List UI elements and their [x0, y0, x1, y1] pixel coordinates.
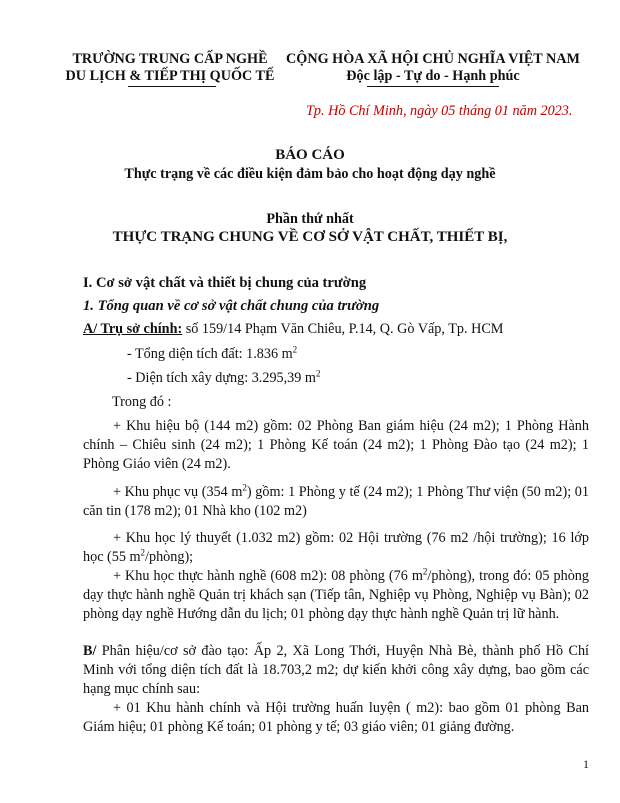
section-heading: I. Cơ sở vật chất và thiết bị chung của trường — [83, 275, 367, 291]
page-number: 1 — [583, 757, 589, 771]
land-area-sup: 2 — [292, 344, 298, 355]
report-subtitle: Thực trạng về các điều kiện đảm bảo cho hoạt động dạy nghề — [124, 166, 496, 182]
paragraph-admin-area: + Khu hiệu bộ (144 m2) gồm: 02 Phòng Ban giám hiệu (24 m2); 1 Phòng Hành chính – Chiêu sinh (24 m2); 1 Phòng Kế toán (24 m2); 1 Phòng Đào tạo (24 m2); 1 Phòng Giáo viên (24 m2). — [83, 418, 589, 472]
practice-area-sup: 2 — [422, 566, 428, 577]
paragraph-admin-hall: + 01 Khu hành chính và Hội trường huấn luyện ( m2): bao gồm 01 phòng Ban Giám hiệu; 01 phòng Kế toán; 01 phòng y tế; 03 giáo viên; 01 giảng đường. — [83, 700, 589, 735]
theory-area-text-b: /phòng); — [145, 549, 194, 565]
land-area — [127, 346, 297, 363]
service-area-text-a: + Khu phục vụ (354 m — [113, 484, 243, 500]
date-line: Tp. Hồ Chí Minh, ngày 05 tháng 01 năm 2023. — [306, 103, 573, 119]
part-title: THỰC TRẠNG CHUNG VỀ CƠ SỞ VẬT CHẤT, THIẾT BỊ, — [112, 229, 508, 245]
paragraph-service-area — [83, 483, 589, 521]
branch-campus-text: Phân hiệu/cơ sở đào tạo: Ấp 2, Xã Long Thới, Huyện Nhà Bè, thành phố Hồ Chí Minh với tổng diện tích đất là 18.703,2 m2; dự kiến khởi công xây dựng, bao gồm các hạng mục chính sau: — [83, 643, 589, 697]
practice-area-text-b: /phòng), trong đó: 05 phòng dạy thực hành nghề Quản trị khách sạn (Tiếp tân, Nghiệp vụ Phòng, Nghiệp vụ Bàn); 02 phòng dạy nghề Hướng dẫn du lịch; 01 phòng dạy thực hành nghề Quản trị lữ hành. — [83, 568, 589, 622]
branch-campus-label: B/ — [83, 643, 97, 659]
land-area-text: - Tổng diện tích đất: 1.836 m — [127, 346, 293, 362]
theory-area-text-a: + Khu học lý thuyết (1.032 m2) gồm: 02 Hội trường (76 m2 /hội trường); 16 lớp học (55 m — [83, 530, 589, 565]
school-name-line1: TRƯỜNG TRUNG CẤP NGHỀ — [72, 51, 268, 67]
paragraph-branch-campus — [83, 642, 589, 699]
report-title: BÁO CÁO — [275, 147, 345, 163]
service-area-sup: 2 — [242, 482, 247, 493]
school-name-underline — [128, 86, 216, 87]
main-campus-line — [83, 321, 503, 338]
trong-do-label: Trong đó : — [112, 394, 172, 410]
paragraph-theory-area — [83, 529, 589, 567]
service-area-text-b: ) gồm: 1 Phòng y tế (24 m2); 1 Phòng Thư viện (50 m2); 01 căn tin (178 m2); 01 Nhà kho (102 m2) — [83, 484, 589, 519]
section-subheading: 1. Tổng quan về cơ sở vật chất chung của trường — [83, 298, 380, 314]
build-area — [127, 370, 320, 387]
build-area-text: - Diện tích xây dựng: 3.295,39 m — [127, 370, 316, 386]
national-header — [280, 51, 586, 85]
part-label: Phần thứ nhất — [266, 211, 354, 227]
school-name-line2: DU LỊCH & TIẾP THỊ QUỐC TẾ — [65, 68, 275, 84]
practice-area-text-a: + Khu học thực hành nghề (608 m2): 08 phòng (76 m — [113, 568, 423, 584]
paragraph-practice-area — [83, 567, 589, 624]
school-name — [40, 51, 300, 85]
national-title: CỘNG HÒA XÃ HỘI CHỦ NGHĨA VIỆT NAM — [286, 51, 580, 67]
theory-area-sup: 2 — [140, 547, 146, 558]
build-area-sup: 2 — [315, 368, 321, 379]
motto-underline — [367, 86, 499, 87]
national-motto: Độc lập - Tự do - Hạnh phúc — [346, 68, 520, 84]
main-campus-label: A/ Trụ sở chính: — [83, 321, 183, 337]
main-campus-address: số 159/14 Phạm Văn Chiêu, P.14, Q. Gò Vấp, Tp. HCM — [182, 321, 504, 337]
